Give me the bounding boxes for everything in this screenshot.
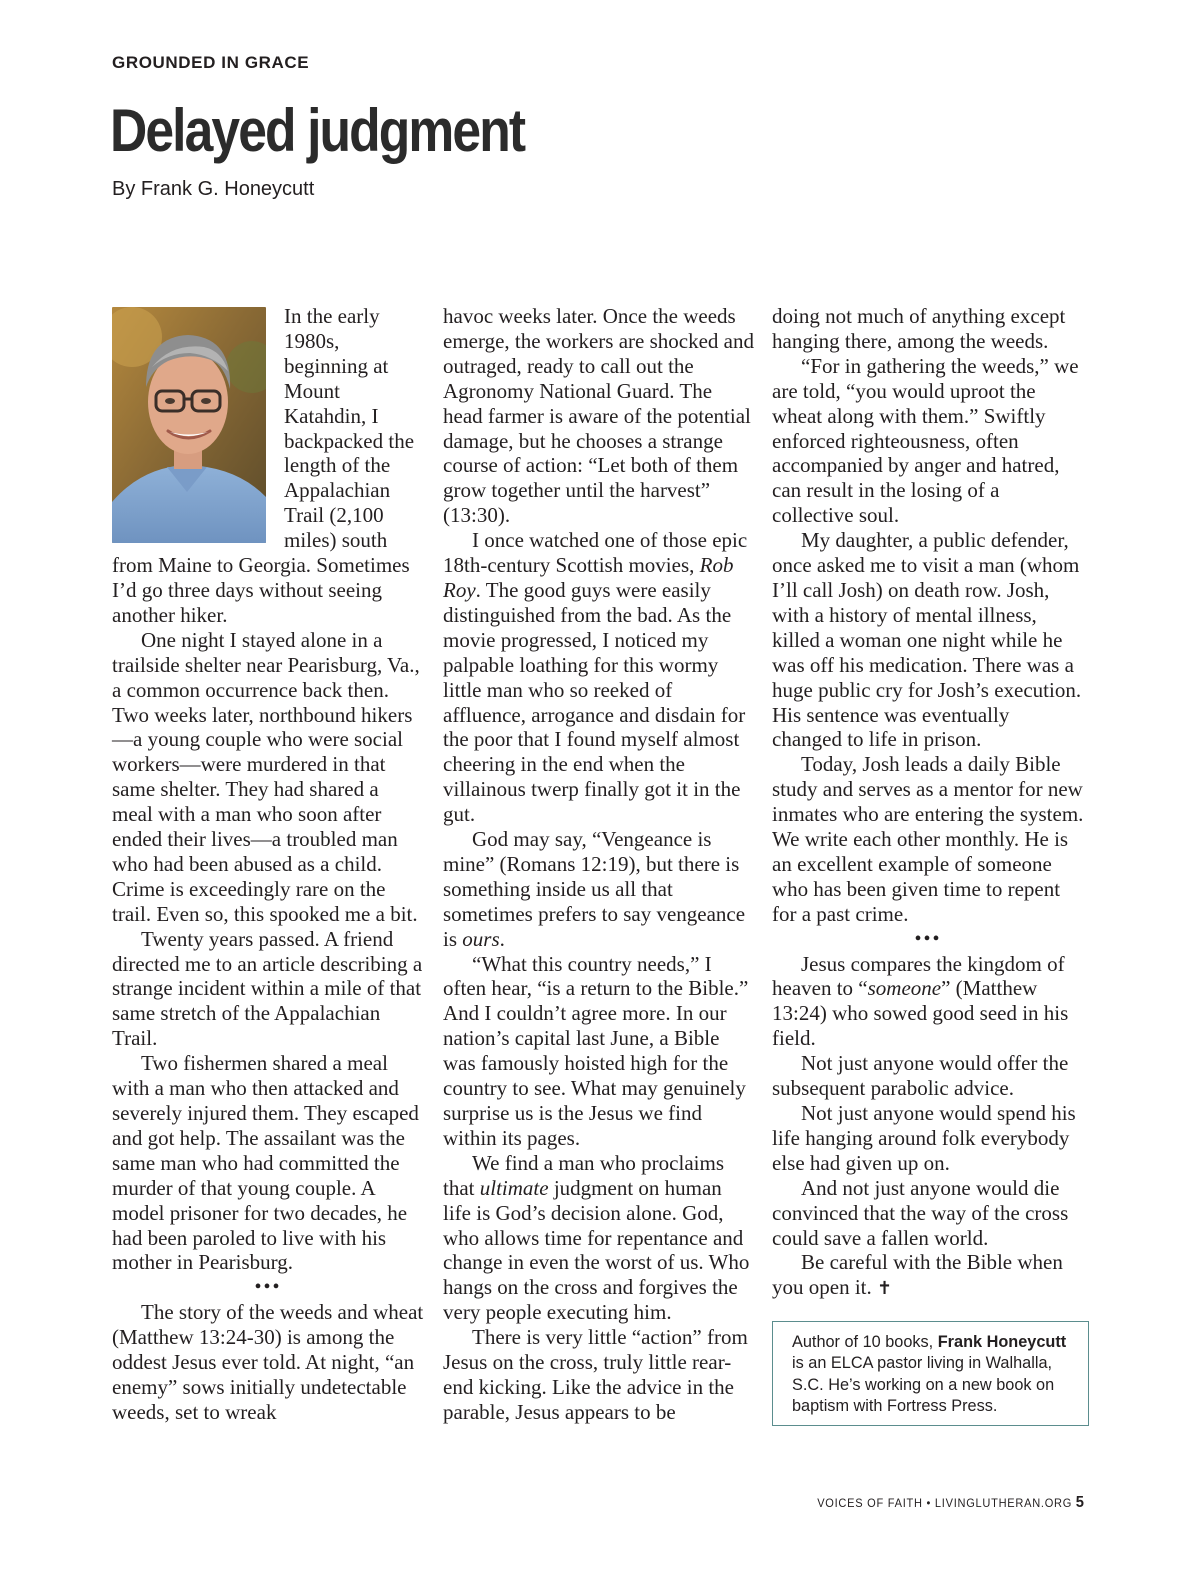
paragraph: “For in gathering the weeds,” we are told, “you would uproot the wheat along with them.” Swiftly enforced righteousness, often accompanied by anger and hatred, can result in the losing of a collective soul. [772, 353, 1079, 528]
page-footer [817, 1494, 1084, 1512]
article-column-3 [772, 304, 1084, 1302]
author-photo [112, 307, 266, 543]
author-name: Frank Honeycutt [937, 1333, 1067, 1351]
paragraph: Not just anyone would spend his life hanging around folk everybody else had given up on. [772, 1101, 1076, 1175]
emphasis: ours [462, 926, 500, 951]
paragraph: I once watched one of those epic 18th-century Scottish movies, Rob Roy. The good guys were easily distinguished from the bad. As the movie progressed, I noticed my palpable loathing for this wormy little man who so reeked of affluence, arrogance and disdain for the poor that I found myself almost cheering in the end when the villainous twerp finally got it in the gut. [443, 528, 748, 827]
paragraph: The story of the weeds and wheat (Matthew 13:24-30) is among the oddest Jesus ever told. At night, “an enemy” sows initially undetectable weeds, set to wreak [112, 1300, 424, 1424]
paragraph: Not just anyone would offer the subsequent parabolic advice. [772, 1051, 1069, 1101]
paragraph: God may say, “Vengeance is mine” (Romans 12:19), but there is something inside us all that sometimes prefers to say vengeance is ours. [443, 827, 746, 951]
section-separator: ••• [914, 927, 942, 950]
article-column-2 [443, 304, 755, 1425]
footer-publication: VOICES OF FAITH • LIVINGLUTHERAN.ORG [817, 1496, 1073, 1510]
paragraph: Twenty years passed. A friend directed me to an article describing a strange incident within a mile of that same stretch of the Appalachian Trail. [112, 926, 423, 1051]
paragraph: My daughter, a public defender, once asked me to visit a man (whom I’ll call Josh) on death row. Josh, with a history of mental illness, killed a woman one night while he was off his medication. There was a huge public cry for Josh’s execution. His sentence was eventually changed to life in prison. [772, 528, 1082, 752]
paragraph: doing not much of anything except hanging there, among the weeds. [772, 304, 1066, 353]
paragraph: Be careful with the Bible when you open it. ✝ [772, 1250, 1063, 1300]
paragraph: havoc weeks later. Once the weeds emerge, the workers are shocked and outraged, ready to call out the Agronomy National Guard. The head farmer is aware of the potential damage, but he chooses a strange course of action: “Let both of them grow together until the harvest” (13:30). [443, 304, 754, 528]
paragraph: Two fishermen shared a meal with a man who then attacked and severely injured them. They escaped and got help. The assailant was the same man who had committed the murder of that young couple. A model prisoner for two decades, he had been paroled to live with his mother in Pearisburg. [112, 1051, 419, 1275]
byline: By Frank G. Honeycutt [112, 178, 315, 200]
article-column-1 [112, 304, 424, 1425]
page-number: 5 [1075, 1494, 1084, 1511]
emphasis: ultimate [479, 1175, 549, 1200]
article-title: Delayed judgment [110, 97, 525, 164]
paragraph: Jesus compares the kingdom of heaven to “someone” (Matthew 13:24) who sowed good seed in his field. [772, 951, 1069, 1051]
paragraph: One night I stayed alone in a trailside shelter near Pearisburg, Va., a common occurrence back then. Two weeks later, northbound hikers—a young couple who were social workers—were murdered in that same shelter. They had shared a meal with a man who soon after ended their lives—a troubled man who had been abused as a child. Crime is exceedingly rare on the trail. Even so, this spooked me a bit. [112, 627, 420, 926]
emphasis: someone [867, 976, 942, 1001]
section-separator: ••• [254, 1276, 282, 1299]
paragraph: Today, Josh leads a daily Bible study and serves as a mentor for new inmates who are entering the system. We write each other monthly. He is an excellent example of someone who has been given time to repent for a past crime. [772, 752, 1084, 926]
paragraph: We find a man who proclaims that ultimate judgment on human life is God’s decision alone. God, who allows time for repentance and change in even the worst of us. Who hangs on the cross and forgives the very people executing him. [443, 1150, 750, 1325]
cross-icon: ✝ [877, 1278, 893, 1300]
section-kicker: GROUNDED IN GRACE [112, 53, 310, 72]
author-bio-box: Author of 10 books, Frank Honeycutt is an ELCA pastor living in Walhalla, S.C. He’s working on a new book on baptism with Fortress Press. [772, 1321, 1089, 1426]
paragraph: There is very little “action” from Jesus on the cross, truly little rear-end kicking. Like the advice in the parable, Jesus appears to be [443, 1325, 748, 1424]
paragraph: In the early 1980s, beginning at Mount Katahdin, I backpacked the length of the Appalachian Trail (2,100 miles) south from Maine to Georgia. Sometimes I’d go three days without seeing another hiker. [112, 304, 415, 627]
movie-title: Rob Roy [443, 553, 734, 602]
paragraph: And not just anyone would die convinced that the way of the cross could save a fallen world. [772, 1175, 1069, 1250]
paragraph: “What this country needs,” I often hear, “is a return to the Bible.” And I couldn’t agree more. In our nation’s capital last June, a Bible was famously hoisted high for the country to see. What may genuinely surprise us is the Jesus we find within its pages. [443, 951, 749, 1150]
